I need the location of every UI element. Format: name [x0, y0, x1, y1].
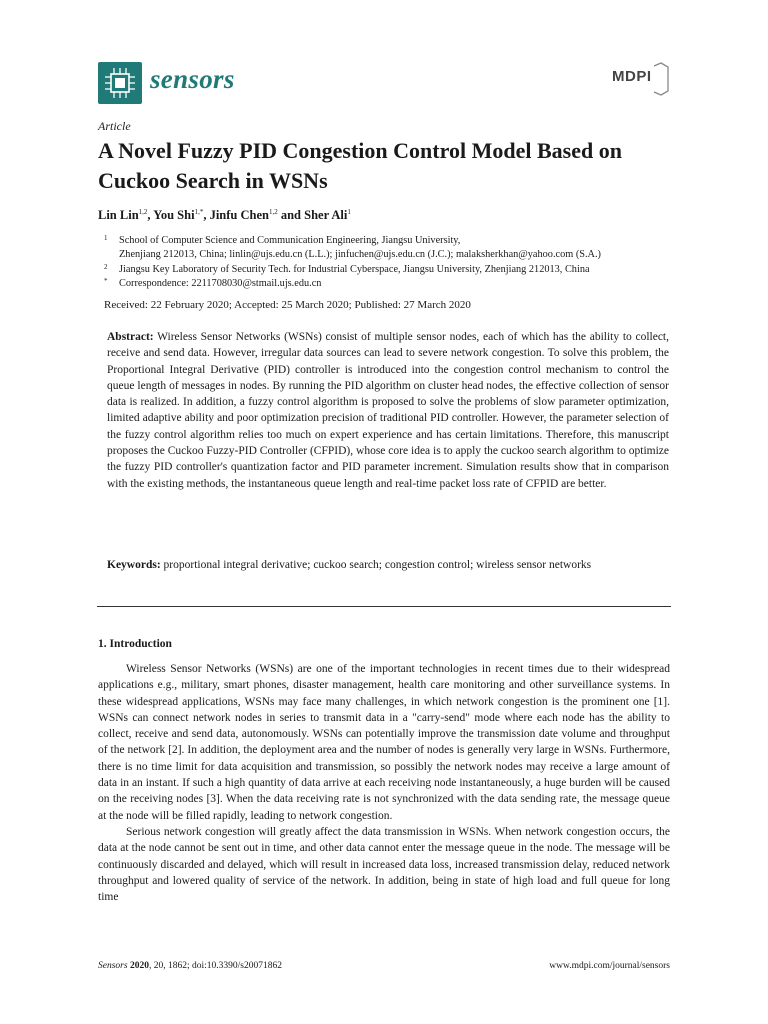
- author-name: You Shi: [153, 208, 195, 223]
- footer-journal: Sensors: [98, 961, 128, 971]
- keywords-text: proportional integral derivative; cuckoo search; congestion control; wireless sensor networks: [163, 559, 592, 571]
- author-affil-sup: 1: [347, 208, 351, 216]
- author-name: Sher Ali: [304, 208, 348, 223]
- article-type: Article: [98, 119, 131, 133]
- publication-dates: Received: 22 February 2020; Accepted: 25 March 2020; Published: 27 March 2020: [104, 299, 471, 311]
- divider: [97, 606, 671, 607]
- author-name: Jinfu Chen: [209, 208, 269, 223]
- abstract-text: Wireless Sensor Networks (WSNs) consist of multiple sensor nodes, each of which has the ability to collect, receive and send data. However, irregular data sources can lead to severe network congestion. To solve this problem, the Proportional Integral Derivative (PID) controller is introduced into the congestion control mechanism to control the queue length of messages in nodes. By running the PID algorithm on cluster head nodes, the effective collection of sensor data is realized. In addition, a fuzzy control algorithm is proposed to solve the problems of slow parameter optimization, limited adaptive ability and poor optimization precision of traditional PID controller. However, the parameter selection of the fuzzy control algorithm relies too much on expert experience and has certain limitations. Therefore, this manuscript proposes the Cuckoo Fuzzy-PID Controller (CFPID), whose core idea is to apply the cuckoo search algorithm to optimize the fuzzy PID controller's quantization factor and PID parameter increment. Simulation results show that in comparison with the existing methods, the instantaneous queue length and real-time packet loss rate of CFPID are better.: [107, 331, 669, 490]
- article-title: A Novel Fuzzy PID Congestion Control Model Based on Cuckoo Search in WSNs: [98, 138, 622, 193]
- keywords: [107, 557, 617, 573]
- paragraph: Wireless Sensor Networks (WSNs) are one of the important technologies in recent times due to their widespread applications e.g., military, smart phones, disaster management, health care monitoring and other surveillance systems. In these widespread applications, WSNs may face many challenges, in which network congestion is the prominent one [1]. WSNs can connect network nodes in series to transmit data in a "carry-send" mode where each node has the ability to collect, receive and send data, autonomously. WSNs can potentially improve the transmission date volume and throughput of the network [2]. In addition, the deployment area and the number of nodes is generally very large in WSNs. Furthermore, there is no time limit for data acquisition and transmission, so possibly the network nodes may receive a large amount of data in an instant. If such a high quantity of data arrive at each receiving node instantaneously, a huge burden will be caused on the receiving nodes [3]. When the data receiving rate is not synchronized with the data sending rate, the message queue at the node will be filled rapidly, leading to network congestion.: [98, 663, 670, 822]
- author-affil-sup: 1,*: [194, 208, 204, 216]
- abstract-label: Abstract:: [107, 331, 154, 343]
- author-list: Lin Lin$^{1,2}$, You Shi$^{1,*}$, Jinfu Chen$^{1,2}$ and Sher Ali$^1$: [98, 208, 351, 223]
- author-name: Lin Lin: [98, 208, 139, 223]
- journal-logo-icon: [98, 62, 142, 104]
- publisher-name: MDPI: [612, 68, 652, 85]
- section-body: [98, 661, 670, 905]
- footer-year: 2020: [129, 961, 149, 971]
- publisher-frame-icon: [652, 62, 670, 96]
- keywords-label: Keywords:: [107, 559, 161, 571]
- footer-url[interactable]: www.mdpi.com/journal/sensors: [549, 961, 670, 971]
- journal-name: sensors: [150, 64, 235, 94]
- abstract: [107, 329, 669, 492]
- publisher-logo: [612, 62, 670, 96]
- footer-doi: , 20, 1862; doi:10.3390/s20071862: [148, 961, 282, 971]
- author-affil-sup: 1,2: [268, 208, 278, 216]
- author-affil-sup: 1,2: [138, 208, 148, 216]
- section-heading: 1. Introduction: [98, 638, 172, 650]
- footer-citation: [98, 961, 282, 971]
- paragraph: Serious network congestion will greatly affect the data transmission in WSNs. When network congestion occurs, the data at the node cannot be sent out in time, and other data cannot enter the message queue in the node. The message will be continuously discarded and delayed, which will result in increased data loss, increased transmission delay, reduced network throughput and lowered quality of service of the network. In addition, being in state of high load and full queue for long time: [98, 825, 670, 904]
